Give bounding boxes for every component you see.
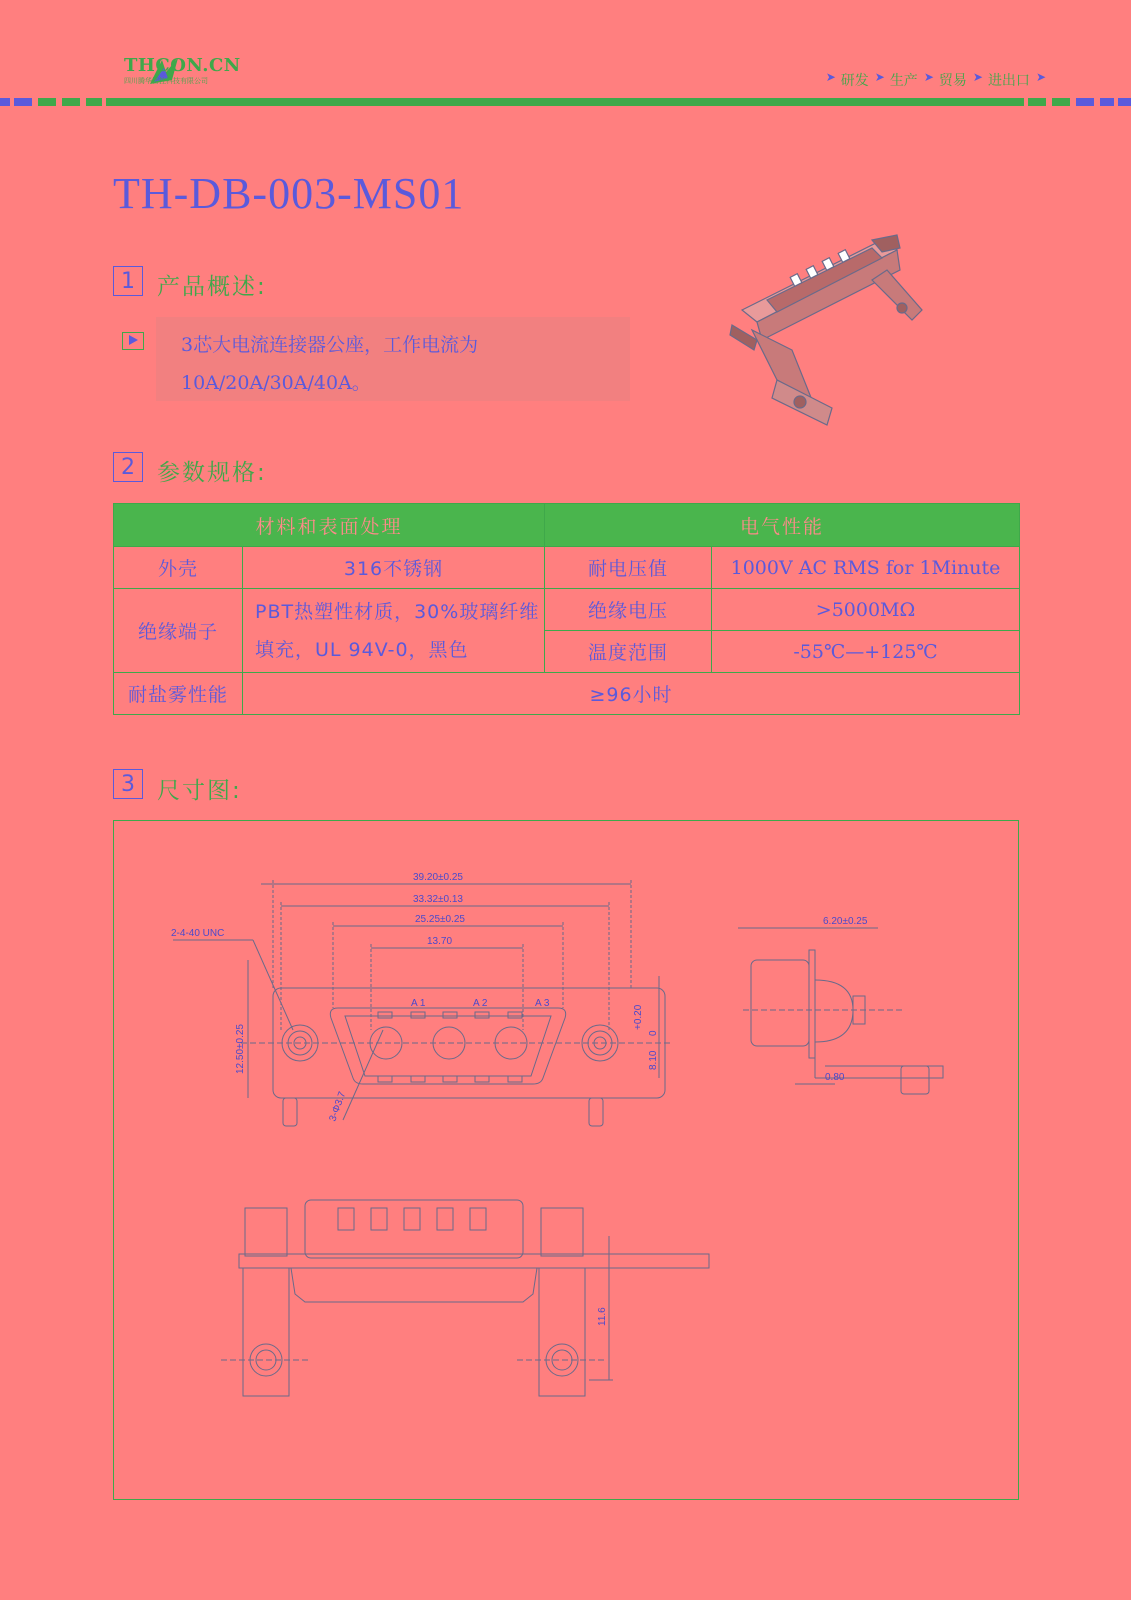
header-stripe: [0, 98, 1131, 106]
value-salt: ≥96小时: [243, 673, 1020, 715]
dim-pitch: 13.70: [427, 936, 453, 947]
pin-a3: A 3: [535, 998, 550, 1009]
value-shell: 316不锈钢: [243, 547, 545, 589]
table-header-materials: 材料和表面处理: [114, 504, 545, 547]
product-image: [722, 230, 942, 430]
dim-tol-plus: +0.20: [633, 1004, 644, 1030]
arrow-icon: ➤: [1035, 70, 1046, 84]
dim-body: 25.25±0.25: [415, 914, 465, 925]
label-insulator: 绝缘端子: [114, 589, 243, 673]
overview-text: 3芯大电流连接器公座，工作电流为10A/20A/30A/40A。: [181, 334, 479, 394]
nav-item-import-export[interactable]: 进出口: [987, 73, 1030, 89]
value-temp: -55℃—+125℃: [712, 631, 1020, 673]
nav-item-production[interactable]: 生产: [889, 73, 918, 89]
arrow-icon: ➤: [972, 70, 983, 84]
pin-a2: A 2: [473, 998, 488, 1009]
label-shell: 外壳: [114, 547, 243, 589]
dim-holes: 33.32±0.13: [413, 894, 463, 905]
section-title-dimensions: 尺寸图:: [157, 778, 242, 804]
arrow-icon: ➤: [825, 70, 836, 84]
dim-height: 12.50±0.25: [235, 1024, 246, 1074]
table-header-electrical: 电气性能: [545, 504, 1020, 547]
arrow-icon: ➤: [923, 70, 934, 84]
dim-body-h: 8.10: [648, 1050, 659, 1070]
nav-item-trade[interactable]: 贸易: [938, 73, 967, 89]
value-insulation: >5000MΩ: [712, 589, 1020, 631]
dimension-drawing: [113, 820, 1019, 1500]
section-number: 2: [113, 452, 143, 482]
value-insulator: PBT热塑性材质，30%玻璃纤维填充，UL 94V-0，黑色: [243, 589, 545, 673]
dim-bottom-h: 11.6: [597, 1307, 608, 1326]
value-withstand: 1000V AC RMS for 1Minute: [712, 547, 1020, 589]
top-nav: [822, 70, 1049, 90]
page-title: TH-DB-003-MS01: [113, 169, 465, 218]
label-withstand: 耐电压值: [545, 547, 712, 589]
section-title-specs: 参数规格:: [157, 460, 267, 486]
dim-tol-zero: 0: [648, 1030, 659, 1036]
logo-text: THCON.CN: [124, 55, 241, 76]
arrow-icon: ➤: [874, 70, 885, 84]
play-icon: [122, 332, 144, 350]
pin-a1: A 1: [411, 998, 426, 1009]
label-insulation: 绝缘电压: [545, 589, 712, 631]
label-salt: 耐盐雾性能: [114, 673, 243, 715]
section-number: 3: [113, 769, 143, 799]
dim-side-t: 0.80: [825, 1072, 845, 1083]
dim-total: 39.20±0.25: [413, 872, 463, 883]
dim-side-w: 6.20±0.25: [823, 916, 868, 927]
label-temp: 温度范围: [545, 631, 712, 673]
section-number: 1: [113, 266, 143, 296]
dim-pin-dia: 3-Φ3.7: [327, 1090, 349, 1124]
dim-thread: 2-4-40 UNC: [171, 928, 225, 939]
spec-table: [113, 503, 1020, 715]
logo-subtitle: 四川腾华智控科技有限公司: [124, 77, 208, 85]
nav-item-rd[interactable]: 研发: [840, 73, 869, 89]
section-title-overview: 产品概述:: [157, 274, 267, 300]
